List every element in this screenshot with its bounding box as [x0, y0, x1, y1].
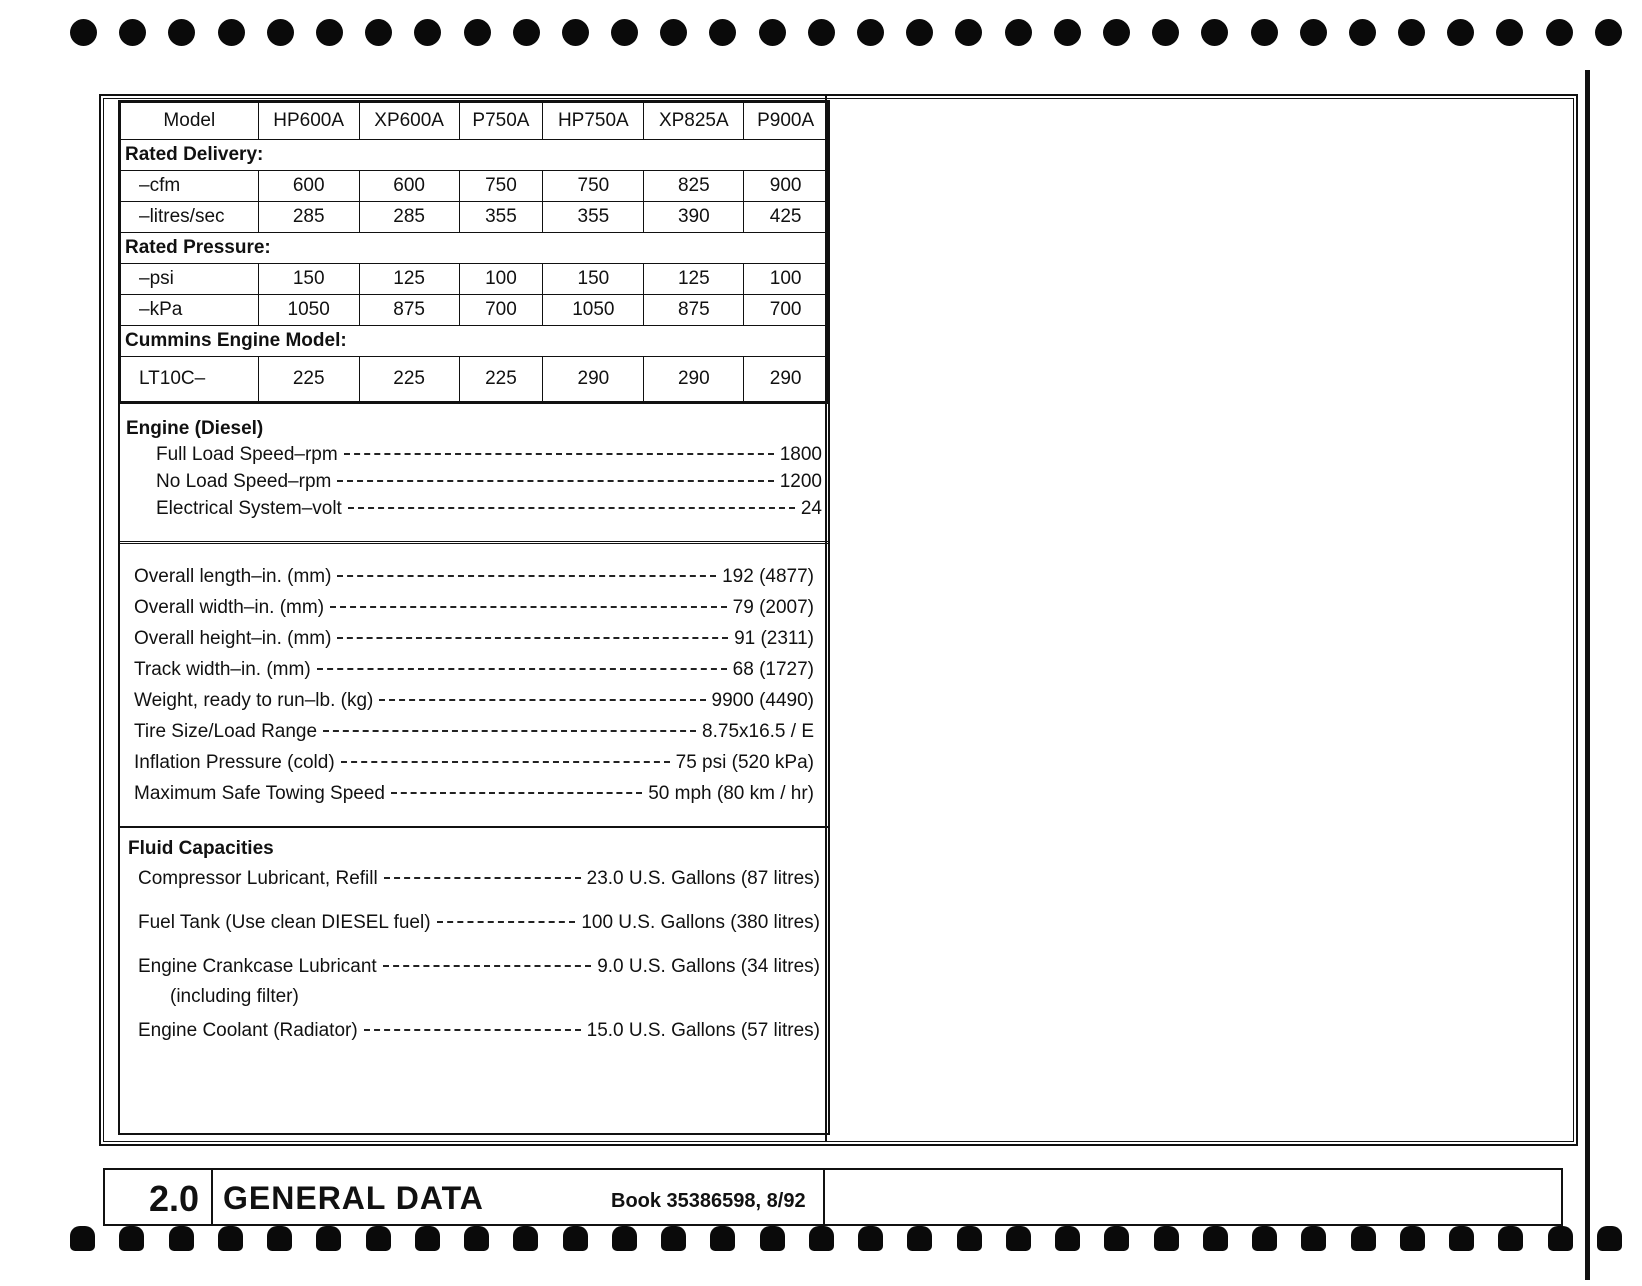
table-cell: 125: [359, 264, 459, 295]
engine-model-title: Cummins Engine Model:: [121, 326, 828, 357]
binder-hole: [759, 19, 786, 46]
dimension-row: [134, 783, 814, 814]
spec-table: [120, 102, 828, 402]
fluid-row-value: 23.0 U.S. Gallons (87 litres): [586, 868, 820, 889]
table-cell: 425: [744, 202, 828, 233]
table-cell: 150: [543, 264, 644, 295]
engine-spec-row: [156, 471, 822, 498]
table-row: [121, 357, 828, 402]
book-reference: Book 35386598, 8/92: [611, 1190, 806, 1212]
section-number: 2.0: [149, 1178, 200, 1219]
binder-hole: [858, 1226, 883, 1251]
binder-hole: [1300, 19, 1327, 46]
table-cell: 225: [258, 357, 359, 402]
leader-dashes: [348, 507, 795, 509]
row-label: –psi: [121, 264, 259, 295]
table-cell: 875: [644, 295, 744, 326]
binder-hole: [1152, 19, 1179, 46]
binder-hole: [906, 19, 933, 46]
binder-hole: [1103, 19, 1130, 46]
table-cell: 700: [459, 295, 543, 326]
engine-spec-row-value: 24: [800, 498, 822, 519]
row-label: –cfm: [121, 171, 259, 202]
binder-hole: [316, 1226, 341, 1251]
leader-dashes: [364, 1029, 581, 1031]
binder-hole: [709, 19, 736, 46]
binder-hole: [760, 1226, 785, 1251]
dimension-row-label: Maximum Safe Towing Speed: [134, 783, 385, 804]
dimension-row-label: Overall height–in. (mm): [134, 628, 332, 649]
table-cell: 700: [744, 295, 828, 326]
table-cell: 750: [543, 171, 644, 202]
engine-spec-row-label: Electrical System–volt: [156, 498, 342, 519]
binder-hole: [660, 19, 687, 46]
footer-separator-2: [823, 1170, 825, 1226]
engine-spec-row: [156, 498, 822, 525]
table-cell: 225: [359, 357, 459, 402]
binder-hole: [1251, 19, 1278, 46]
leader-dashes: [337, 637, 728, 639]
binder-hole: [513, 1226, 538, 1251]
fluid-row-label: Fuel Tank (Use clean DIESEL fuel): [138, 912, 431, 933]
model-col-3: P750A: [459, 103, 543, 140]
binder-hole: [857, 19, 884, 46]
binder-hole: [957, 1226, 982, 1251]
binder-hole: [316, 19, 343, 46]
table-cell: 285: [359, 202, 459, 233]
binder-hole: [267, 1226, 292, 1251]
dimension-row-value: 75 psi (520 kPa): [675, 752, 814, 773]
table-row: [121, 171, 828, 202]
fluid-row-label: Engine Crankcase Lubricant: [138, 956, 377, 977]
binder-hole: [1546, 19, 1573, 46]
dimension-row: [134, 721, 814, 752]
table-cell: 285: [258, 202, 359, 233]
dimension-row-value: 68 (1727): [732, 659, 814, 680]
engine-title: Engine (Diesel): [126, 418, 264, 439]
dimension-row: [134, 690, 814, 721]
binder-hole: [1154, 1226, 1179, 1251]
table-row: [121, 202, 828, 233]
page-footer: [103, 1168, 1563, 1226]
binder-hole: [1595, 19, 1622, 46]
model-col-4: HP750A: [543, 103, 644, 140]
spec-panel: [118, 100, 830, 1135]
leader-dashes: [330, 606, 727, 608]
rated-pressure-title-row: [121, 233, 828, 264]
binder-hole: [1055, 1226, 1080, 1251]
fluid-row: [138, 868, 820, 912]
table-cell: 600: [359, 171, 459, 202]
model-header-row: [121, 103, 828, 140]
binder-hole: [1548, 1226, 1573, 1251]
binder-hole: [1203, 1226, 1228, 1251]
binder-hole: [1447, 19, 1474, 46]
binder-hole: [563, 1226, 588, 1251]
binder-hole: [464, 19, 491, 46]
fluid-row-value: 100 U.S. Gallons (380 litres): [581, 912, 820, 933]
binder-hole: [1005, 19, 1032, 46]
dimension-row-label: Inflation Pressure (cold): [134, 752, 335, 773]
binder-hole: [513, 19, 540, 46]
dimension-row: [134, 566, 814, 597]
engine-model-title-row: [121, 326, 828, 357]
row-label: LT10C–: [121, 357, 259, 402]
section-title: GENERAL DATA: [223, 1180, 484, 1216]
dimension-row-label: Weight, ready to run–lb. (kg): [134, 690, 374, 711]
dimension-row: [134, 752, 814, 783]
dimension-row: [134, 597, 814, 628]
dimension-row-value: 91 (2311): [734, 628, 814, 649]
binder-hole: [710, 1226, 735, 1251]
binder-hole: [1398, 19, 1425, 46]
binder-hole: [1252, 1226, 1277, 1251]
binder-hole: [415, 1226, 440, 1251]
table-cell: 390: [644, 202, 744, 233]
rated-pressure-title: Rated Pressure:: [121, 233, 828, 264]
table-cell: 100: [459, 264, 543, 295]
fluids-title: Fluid Capacities: [128, 838, 274, 859]
crankcase-note: (including filter): [170, 986, 299, 1007]
leader-dashes: [337, 575, 716, 577]
dimension-row-value: 8.75x16.5 / E: [702, 721, 814, 742]
fluid-row-label: Compressor Lubricant, Refill: [138, 868, 378, 889]
binder-holes-top: [70, 12, 1622, 52]
binder-hole: [1351, 1226, 1376, 1251]
leader-dashes: [391, 792, 642, 794]
binder-hole: [1054, 19, 1081, 46]
dimension-row-value: 50 mph (80 km / hr): [648, 783, 814, 804]
fluid-row: [138, 1020, 820, 1064]
binder-hole: [661, 1226, 686, 1251]
dimension-row: [134, 628, 814, 659]
leader-dashes: [437, 921, 576, 923]
rated-delivery-title-row: [121, 140, 828, 171]
row-label: –kPa: [121, 295, 259, 326]
leader-dashes: [337, 480, 773, 482]
dimension-row-value: 79 (2007): [732, 597, 814, 618]
binder-hole: [1006, 1226, 1031, 1251]
binder-hole: [1301, 1226, 1326, 1251]
model-header-label: Model: [121, 103, 259, 140]
dimension-row-label: Overall length–in. (mm): [134, 566, 332, 587]
leader-dashes: [379, 699, 705, 701]
binder-hole: [365, 19, 392, 46]
binder-hole: [907, 1226, 932, 1251]
table-cell: 1050: [258, 295, 359, 326]
binder-hole: [70, 1226, 95, 1251]
dimension-row-label: Track width–in. (mm): [134, 659, 311, 680]
dimension-row-value: 192 (4877): [722, 566, 814, 587]
table-cell: 125: [644, 264, 744, 295]
binder-hole: [1449, 1226, 1474, 1251]
binder-hole: [611, 19, 638, 46]
leader-dashes: [344, 453, 774, 455]
table-cell: 100: [744, 264, 828, 295]
table-row: [121, 295, 828, 326]
row-label: –litres/sec: [121, 202, 259, 233]
engine-spec-row: [156, 444, 822, 471]
fluid-row-label: Engine Coolant (Radiator): [138, 1020, 358, 1041]
binder-hole: [1349, 19, 1376, 46]
leader-dashes: [341, 761, 670, 763]
dimension-row-label: Tire Size/Load Range: [134, 721, 318, 742]
engine-spec-row-label: Full Load Speed–rpm: [156, 444, 338, 465]
binder-hole: [1496, 19, 1523, 46]
binder-hole: [808, 19, 835, 46]
binder-hole: [119, 19, 146, 46]
binder-hole: [218, 19, 245, 46]
binder-hole: [1498, 1226, 1523, 1251]
engine-spec-row-value: 1800: [779, 444, 822, 465]
leader-dashes: [317, 668, 727, 670]
table-cell: 875: [359, 295, 459, 326]
dimension-row-label: Overall width–in. (mm): [134, 597, 325, 618]
binder-hole: [169, 1226, 194, 1251]
leader-dashes: [384, 877, 581, 879]
binder-hole: [1597, 1226, 1622, 1251]
binder-hole: [809, 1226, 834, 1251]
binder-hole: [1400, 1226, 1425, 1251]
binder-hole: [168, 19, 195, 46]
table-cell: 290: [543, 357, 644, 402]
engine-section: [120, 402, 828, 541]
fluid-row: [138, 912, 820, 956]
model-col-1: HP600A: [258, 103, 359, 140]
binder-hole: [119, 1226, 144, 1251]
dimensions-section: [120, 541, 828, 826]
model-col-5: XP825A: [644, 103, 744, 140]
model-col-2: XP600A: [359, 103, 459, 140]
engine-spec-row-value: 1200: [779, 471, 822, 492]
fluid-row-value: 9.0 U.S. Gallons (34 litres): [597, 956, 820, 977]
binder-hole: [612, 1226, 637, 1251]
binder-hole: [70, 19, 97, 46]
fluid-row-value: 15.0 U.S. Gallons (57 litres): [586, 1020, 820, 1041]
dimension-row: [134, 659, 814, 690]
table-cell: 750: [459, 171, 543, 202]
table-cell: 900: [744, 171, 828, 202]
table-cell: 225: [459, 357, 543, 402]
table-row: [121, 264, 828, 295]
fluid-capacities-section: [120, 826, 828, 1072]
table-cell: 825: [644, 171, 744, 202]
binder-hole: [414, 19, 441, 46]
rated-delivery-title: Rated Delivery:: [121, 140, 828, 171]
binder-hole: [562, 19, 589, 46]
engine-spec-row-label: No Load Speed–rpm: [156, 471, 332, 492]
table-cell: 355: [543, 202, 644, 233]
table-cell: 290: [744, 357, 828, 402]
leader-dashes: [383, 965, 591, 967]
binder-hole: [366, 1226, 391, 1251]
table-cell: 1050: [543, 295, 644, 326]
binder-hole: [955, 19, 982, 46]
binder-hole: [218, 1226, 243, 1251]
binder-hole: [464, 1226, 489, 1251]
model-col-6: P900A: [744, 103, 828, 140]
binder-hole: [267, 19, 294, 46]
table-cell: 600: [258, 171, 359, 202]
leader-dashes: [323, 730, 696, 732]
binder-hole: [1201, 19, 1228, 46]
table-cell: 150: [258, 264, 359, 295]
table-cell: 290: [644, 357, 744, 402]
binder-hole: [1104, 1226, 1129, 1251]
dimension-row-value: 9900 (4490): [711, 690, 814, 711]
footer-separator: [211, 1170, 213, 1226]
table-cell: 355: [459, 202, 543, 233]
page-edge: [1585, 70, 1590, 1280]
